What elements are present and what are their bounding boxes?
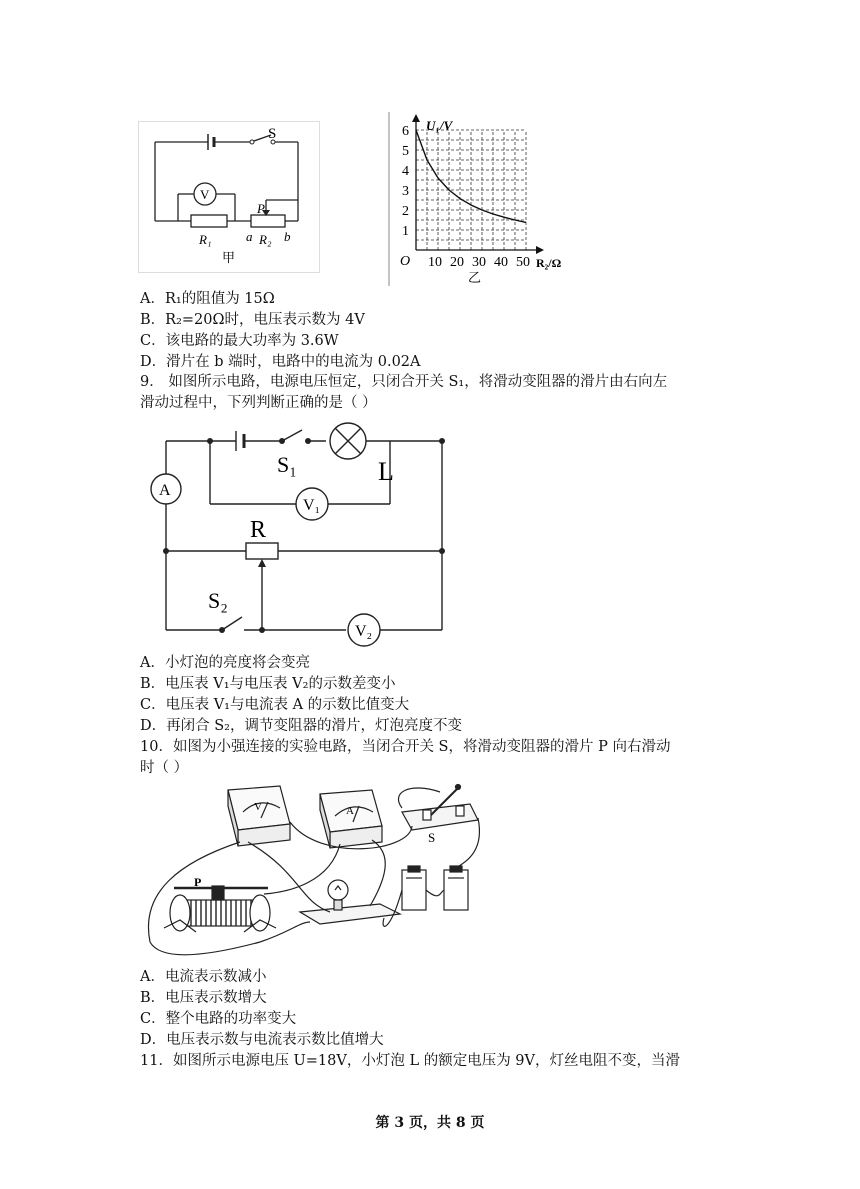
y-tick-label: 4 [402, 164, 409, 179]
q9-option-b: B．电压表 V₁与电压表 V₂的示数差变小 [140, 676, 396, 692]
circuit-q9-diagram [140, 420, 460, 648]
q8-option-a: A．R₁的阻值为 15Ω [140, 291, 275, 307]
voltmeter-icon [228, 786, 290, 846]
apparatus-q10-diagram [140, 782, 490, 962]
battery-icon [402, 866, 468, 910]
slider-label: P [257, 201, 265, 216]
q9-option-d: D．再闭合 S₂，调节变阻器的滑片，灯泡亮度不变 [140, 718, 462, 734]
q10-option-b: B．电压表示数增大 [140, 990, 267, 1006]
figure-yi-graph [388, 110, 588, 288]
y-tick-label: 2 [402, 204, 409, 219]
rheostat-label: R [250, 517, 267, 543]
x-tick-label: 20 [450, 255, 464, 270]
y-tick-label: 1 [402, 224, 409, 239]
y-tick-label: 6 [402, 124, 409, 139]
y-axis-label: U₁/V [426, 118, 453, 133]
v2-label: V₂ [355, 623, 373, 640]
switch-label: S [428, 830, 436, 845]
switch-icon [402, 785, 478, 831]
y-tick-label: 3 [402, 184, 409, 199]
origin-label: O [400, 254, 411, 269]
q10-stem-line1: 10．如图为小强连接的实验电路，当闭合开关 S，将滑动变阻器的滑片 P 向右滑动 [140, 739, 671, 755]
r1-label: R₁ [199, 232, 212, 247]
ammeter-label: A [159, 482, 171, 499]
v1-label: V₁ [303, 497, 321, 514]
x-tick-label: 50 [516, 255, 530, 270]
ammeter-label: A [346, 805, 354, 817]
q9-option-a: A．小灯泡的亮度将会变亮 [140, 655, 310, 671]
figure-jia-caption: 甲 [222, 250, 236, 265]
terminal-b-label: b [284, 229, 291, 244]
x-tick-label: 10 [428, 255, 442, 270]
u1-r2-graph [388, 110, 588, 288]
rheostat-icon [246, 543, 278, 559]
x-axis-label: R₂/Ω [536, 256, 562, 270]
q10-option-d: D．电压表示数与电流表示数比值增大 [140, 1032, 384, 1048]
figure-jia-circuit [138, 121, 320, 273]
q9-stem-line2: 滑动过程中，下列判断正确的是（ ） [140, 395, 377, 411]
q8-option-d: D．滑片在 b 端时，电路中的电流为 0.02A [140, 354, 421, 370]
q9-option-c: C．电压表 V₁与电流表 A 的示数比值变大 [140, 697, 410, 713]
rheostat-icon [164, 886, 276, 932]
s2-switch-icon [222, 617, 242, 630]
figure-q9-circuit [140, 420, 460, 648]
ammeter-icon [320, 790, 382, 848]
s1-label: S₁ [277, 452, 297, 477]
q10-option-c: C．整个电路的功率变大 [140, 1011, 297, 1027]
y-tick-label: 5 [402, 144, 409, 159]
r2-label: R₂ [259, 232, 272, 247]
lamp-label: L [378, 457, 394, 486]
voltmeter-label: V [254, 801, 262, 813]
q10-option-a: A．电流表示数减小 [140, 969, 267, 985]
x-tick-label: 40 [494, 255, 508, 270]
q9-stem-line1: 9． 如图所示电路，电源电压恒定，只闭合开关 S₁，将滑动变阻器的滑片由右向左 [140, 374, 668, 390]
s1-switch-icon [282, 430, 302, 441]
voltmeter-label: V [200, 187, 210, 202]
q8-option-b: B．R₂=20Ω时，电压表示数为 4V [140, 312, 365, 328]
switch-label: S [268, 126, 277, 142]
page-footer: 第 3 页，共 8 页 [375, 1115, 485, 1131]
slider-label: P [194, 875, 202, 889]
lamp-icon [300, 880, 400, 924]
r2-resistor-icon [251, 215, 285, 227]
figure-yi-caption: 乙 [468, 270, 482, 285]
circuit-jia-diagram [138, 121, 320, 273]
figure-q10-apparatus [140, 782, 490, 962]
s2-label: S₂ [208, 588, 228, 613]
q11-stem-line1: 11．如图所示电源电压 U=18V，小灯泡 L 的额定电压为 9V，灯丝电阻不变，当滑 [140, 1053, 681, 1069]
r1-resistor-icon [191, 215, 227, 227]
q10-stem-line2: 时（ ） [140, 760, 189, 776]
terminal-a-label: a [246, 229, 253, 244]
x-tick-label: 30 [472, 255, 486, 270]
q8-option-c: C．该电路的最大功率为 3.6W [140, 333, 339, 349]
